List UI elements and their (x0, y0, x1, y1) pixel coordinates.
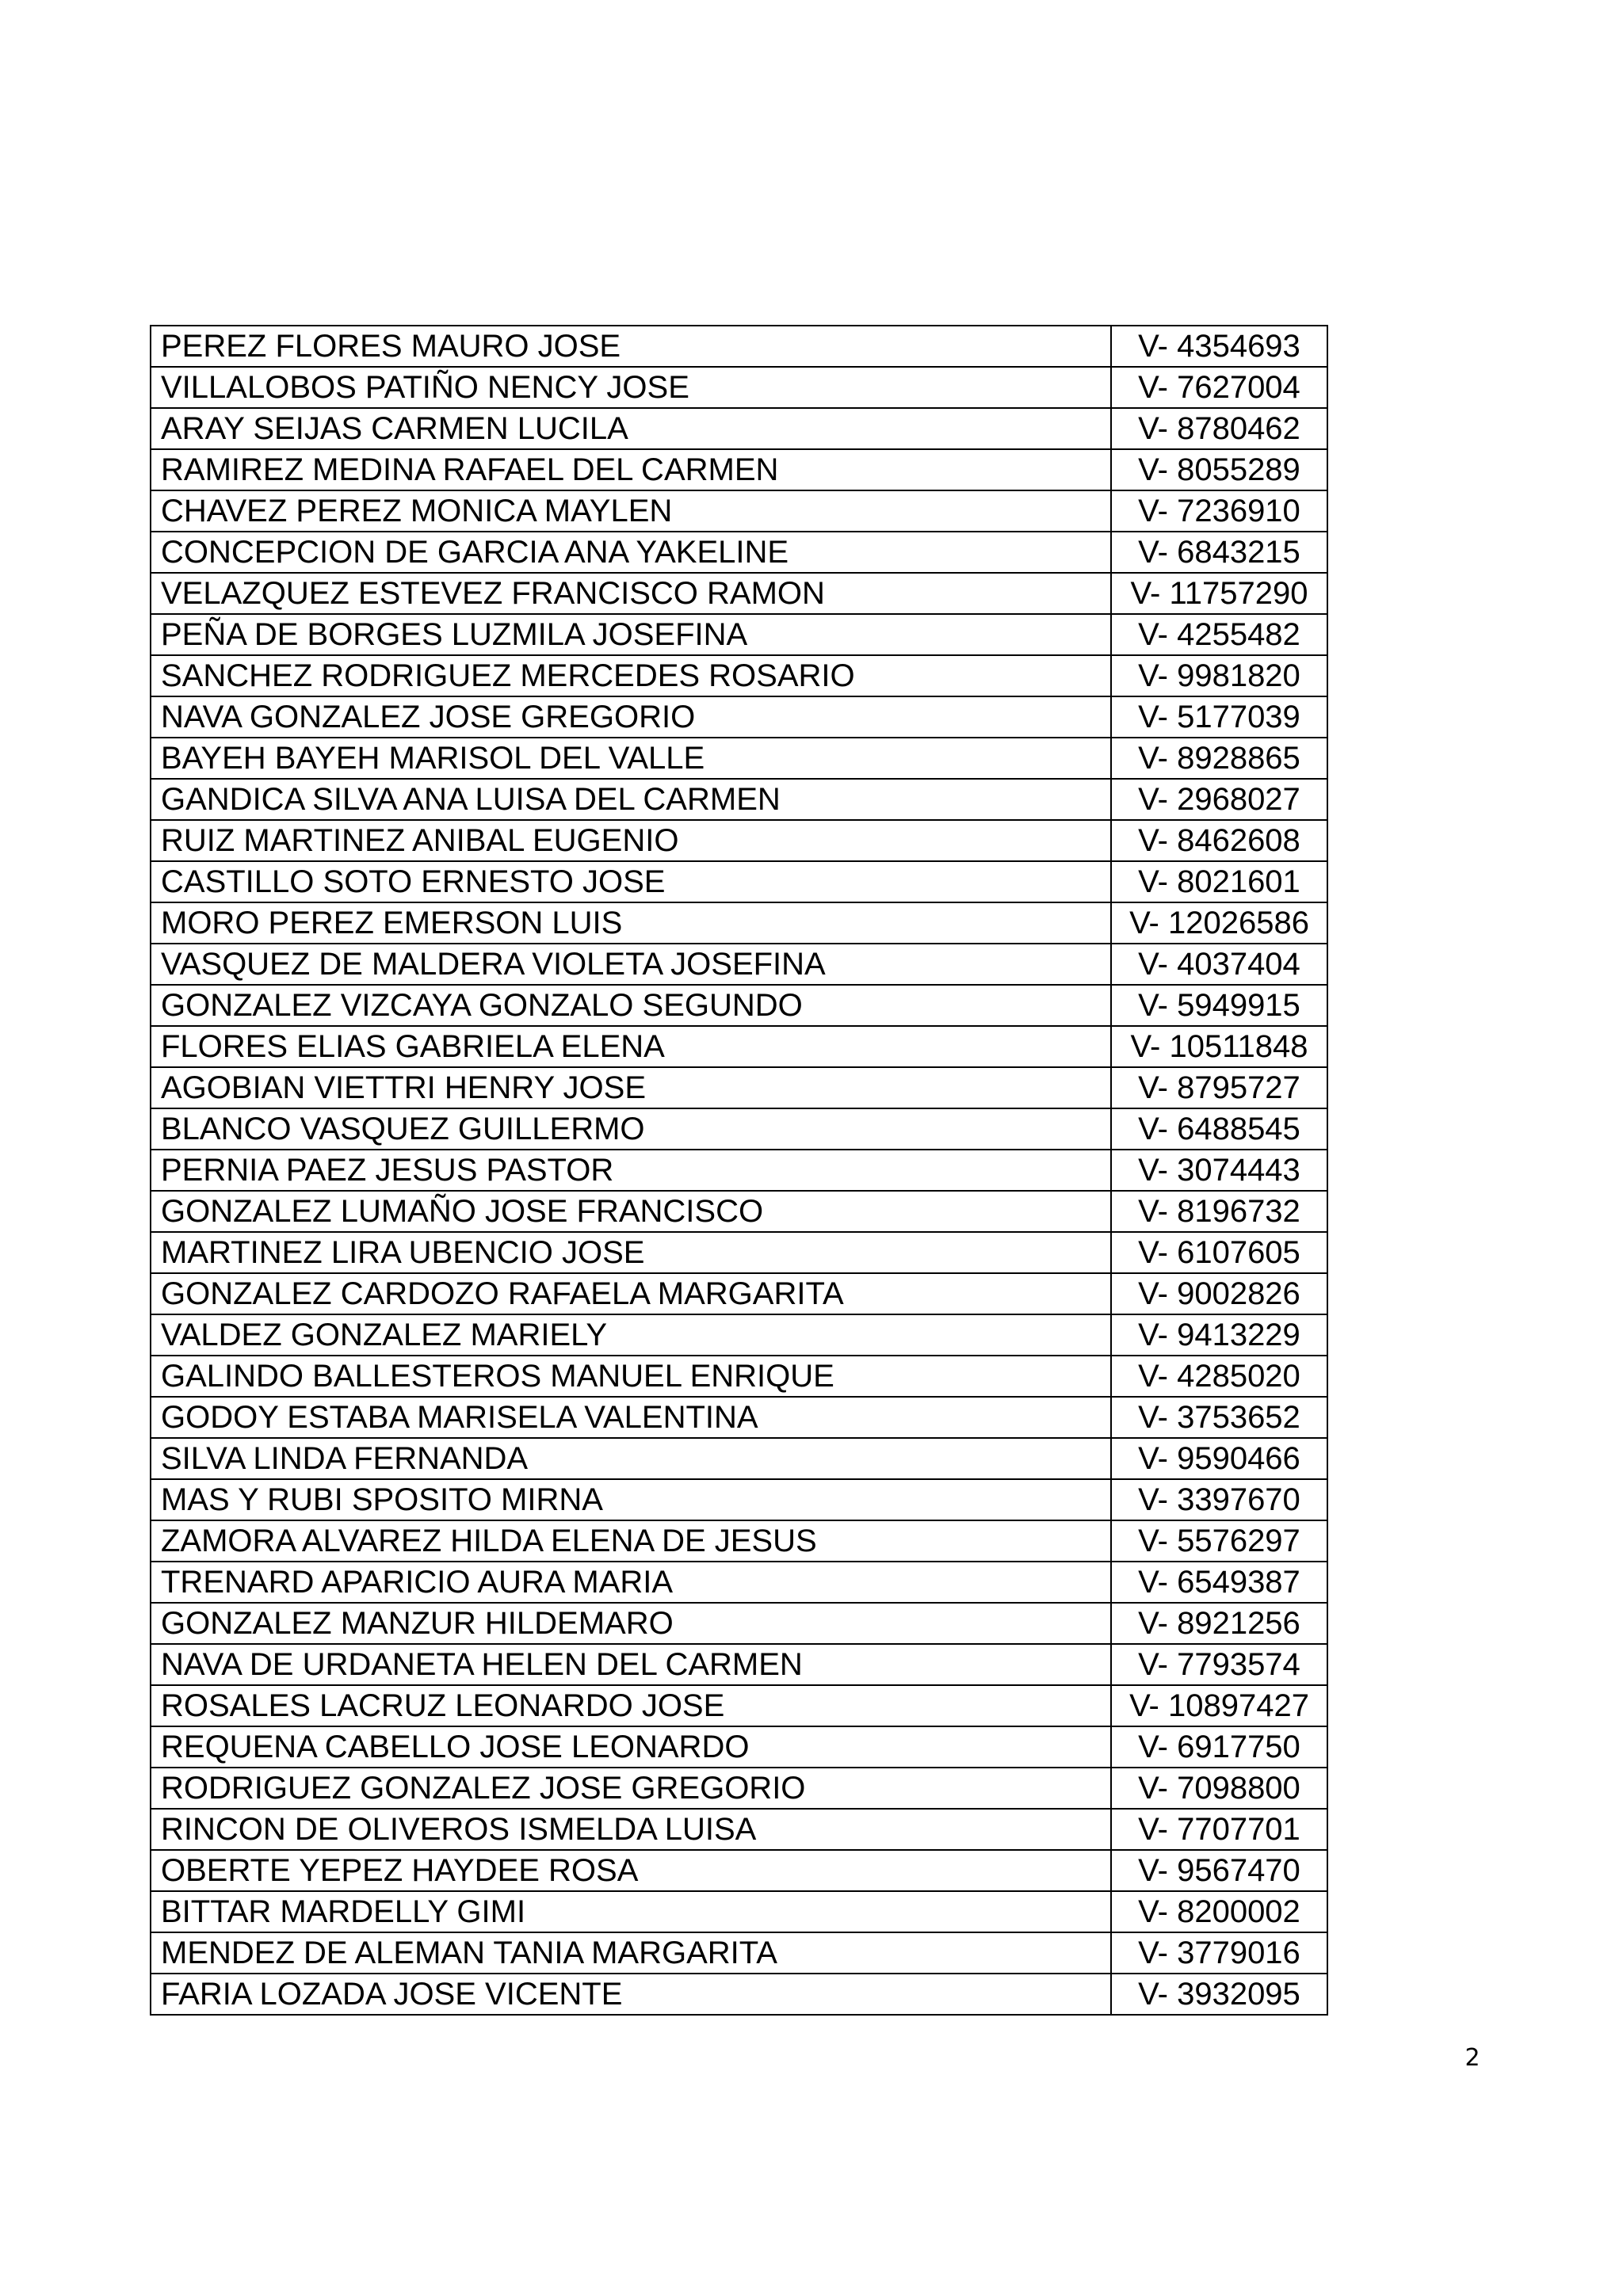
person-name-cell: SANCHEZ RODRIGUEZ MERCEDES ROSARIO (151, 655, 1111, 696)
person-name-cell: ARAY SEIJAS CARMEN LUCILA (151, 408, 1111, 449)
id-number-cell: V- 8780462 (1111, 408, 1327, 449)
person-name-cell: ROSALES LACRUZ LEONARDO JOSE (151, 1685, 1111, 1726)
id-number-cell: V- 7793574 (1111, 1644, 1327, 1685)
table-row (151, 1520, 1327, 1562)
table-row (151, 1603, 1327, 1644)
person-name-cell: RUIZ MARTINEZ ANIBAL EUGENIO (151, 820, 1111, 861)
id-number-cell: V- 9981820 (1111, 655, 1327, 696)
table-row (151, 1232, 1327, 1273)
person-name-cell: MAS Y RUBI SPOSITO MIRNA (151, 1479, 1111, 1520)
person-name-cell: RAMIREZ MEDINA RAFAEL DEL CARMEN (151, 449, 1111, 490)
person-name-cell: VELAZQUEZ ESTEVEZ FRANCISCO RAMON (151, 573, 1111, 614)
id-number-cell: V- 8055289 (1111, 449, 1327, 490)
person-name-cell: VILLALOBOS PATIÑO NENCY JOSE (151, 367, 1111, 408)
id-number-cell: V- 4285020 (1111, 1356, 1327, 1397)
table-row (151, 1685, 1327, 1726)
id-number-cell: V- 6917750 (1111, 1726, 1327, 1768)
table-row (151, 1809, 1327, 1850)
id-number-cell: V- 8196732 (1111, 1191, 1327, 1232)
person-name-cell: MENDEZ DE ALEMAN TANIA MARGARITA (151, 1932, 1111, 1974)
person-name-cell: PERNIA PAEZ JESUS PASTOR (151, 1150, 1111, 1191)
id-number-cell: V- 7627004 (1111, 367, 1327, 408)
person-name-cell: ZAMORA ALVAREZ HILDA ELENA DE JESUS (151, 1520, 1111, 1562)
person-name-cell: GALINDO BALLESTEROS MANUEL ENRIQUE (151, 1356, 1111, 1397)
table-row (151, 820, 1327, 861)
table-row (151, 1768, 1327, 1809)
person-name-cell: CASTILLO SOTO ERNESTO JOSE (151, 861, 1111, 902)
table-row (151, 490, 1327, 532)
person-name-cell: MARTINEZ LIRA UBENCIO JOSE (151, 1232, 1111, 1273)
person-name-cell: FLORES ELIAS GABRIELA ELENA (151, 1026, 1111, 1067)
person-name-cell: RODRIGUEZ GONZALEZ JOSE GREGORIO (151, 1768, 1111, 1809)
id-number-cell: V- 6107605 (1111, 1232, 1327, 1273)
table-row (151, 614, 1327, 655)
table-row (151, 1974, 1327, 2015)
person-name-cell: BAYEH BAYEH MARISOL DEL VALLE (151, 738, 1111, 779)
table-row (151, 902, 1327, 944)
id-number-cell: V- 5576297 (1111, 1520, 1327, 1562)
id-number-cell: V- 7098800 (1111, 1768, 1327, 1809)
id-number-cell: V- 12026586 (1111, 902, 1327, 944)
id-number-cell: V- 3753652 (1111, 1397, 1327, 1438)
person-name-cell: GODOY ESTABA MARISELA VALENTINA (151, 1397, 1111, 1438)
person-name-cell: PEÑA DE BORGES LUZMILA JOSEFINA (151, 614, 1111, 655)
id-number-cell: V- 8200002 (1111, 1891, 1327, 1932)
id-number-cell: V- 4354693 (1111, 326, 1327, 367)
table-row (151, 1191, 1327, 1232)
person-name-cell: SILVA LINDA FERNANDA (151, 1438, 1111, 1479)
id-number-cell: V- 4255482 (1111, 614, 1327, 655)
person-name-cell: TRENARD APARICIO AURA MARIA (151, 1562, 1111, 1603)
person-name-cell: GANDICA SILVA ANA LUISA DEL CARMEN (151, 779, 1111, 820)
table-row (151, 326, 1327, 367)
id-number-cell: V- 6488545 (1111, 1108, 1327, 1150)
table-row (151, 696, 1327, 738)
table-row (151, 1850, 1327, 1891)
id-number-cell: V- 9413229 (1111, 1314, 1327, 1356)
table-row (151, 1479, 1327, 1520)
table-row (151, 738, 1327, 779)
table-row (151, 1562, 1327, 1603)
id-number-cell: V- 8462608 (1111, 820, 1327, 861)
table-row (151, 1356, 1327, 1397)
table-row (151, 449, 1327, 490)
person-name-cell: GONZALEZ CARDOZO RAFAELA MARGARITA (151, 1273, 1111, 1314)
person-name-cell: NAVA DE URDANETA HELEN DEL CARMEN (151, 1644, 1111, 1685)
table-row (151, 532, 1327, 573)
id-number-cell: V- 6843215 (1111, 532, 1327, 573)
table-row (151, 861, 1327, 902)
person-name-cell: CONCEPCION DE GARCIA ANA YAKELINE (151, 532, 1111, 573)
id-number-cell: V- 10897427 (1111, 1685, 1327, 1726)
id-number-cell: V- 5949915 (1111, 985, 1327, 1026)
table-row (151, 944, 1327, 985)
person-name-cell: GONZALEZ VIZCAYA GONZALO SEGUNDO (151, 985, 1111, 1026)
id-number-cell: V- 11757290 (1111, 573, 1327, 614)
table-row (151, 1273, 1327, 1314)
person-name-cell: FARIA LOZADA JOSE VICENTE (151, 1974, 1111, 2015)
person-name-cell: RINCON DE OLIVEROS ISMELDA LUISA (151, 1809, 1111, 1850)
id-number-cell: V- 7707701 (1111, 1809, 1327, 1850)
person-name-cell: AGOBIAN VIETTRI HENRY JOSE (151, 1067, 1111, 1108)
id-number-cell: V- 6549387 (1111, 1562, 1327, 1603)
person-name-cell: GONZALEZ MANZUR HILDEMARO (151, 1603, 1111, 1644)
person-name-cell: BLANCO VASQUEZ GUILLERMO (151, 1108, 1111, 1150)
person-name-cell: MORO PEREZ EMERSON LUIS (151, 902, 1111, 944)
id-number-cell: V- 3397670 (1111, 1479, 1327, 1520)
id-number-cell: V- 2968027 (1111, 779, 1327, 820)
page-number: 2 (1465, 2044, 1480, 2072)
table-row (151, 1067, 1327, 1108)
table-row (151, 1644, 1327, 1685)
table-row (151, 1438, 1327, 1479)
id-number-cell: V- 5177039 (1111, 696, 1327, 738)
id-number-cell: V- 8921256 (1111, 1603, 1327, 1644)
roster-table (150, 325, 1328, 2016)
roster-table-body (151, 326, 1327, 2015)
table-row (151, 573, 1327, 614)
id-number-cell: V- 10511848 (1111, 1026, 1327, 1067)
person-name-cell: VALDEZ GONZALEZ MARIELY (151, 1314, 1111, 1356)
person-name-cell: VASQUEZ DE MALDERA VIOLETA JOSEFINA (151, 944, 1111, 985)
table-row (151, 1026, 1327, 1067)
person-name-cell: REQUENA CABELLO JOSE LEONARDO (151, 1726, 1111, 1768)
table-row (151, 655, 1327, 696)
table-row (151, 1891, 1327, 1932)
id-number-cell: V- 7236910 (1111, 490, 1327, 532)
person-name-cell: BITTAR MARDELLY GIMI (151, 1891, 1111, 1932)
table-row (151, 408, 1327, 449)
id-number-cell: V- 9002826 (1111, 1273, 1327, 1314)
table-row (151, 367, 1327, 408)
id-number-cell: V- 4037404 (1111, 944, 1327, 985)
person-name-cell: CHAVEZ PEREZ MONICA MAYLEN (151, 490, 1111, 532)
table-row (151, 1932, 1327, 1974)
id-number-cell: V- 8021601 (1111, 861, 1327, 902)
person-name-cell: GONZALEZ LUMAÑO JOSE FRANCISCO (151, 1191, 1111, 1232)
person-name-cell: PEREZ FLORES MAURO JOSE (151, 326, 1111, 367)
table-row (151, 779, 1327, 820)
table-row (151, 1314, 1327, 1356)
table-row (151, 985, 1327, 1026)
person-name-cell: NAVA GONZALEZ JOSE GREGORIO (151, 696, 1111, 738)
id-number-cell: V- 3932095 (1111, 1974, 1327, 2015)
id-number-cell: V- 3779016 (1111, 1932, 1327, 1974)
id-number-cell: V- 8795727 (1111, 1067, 1327, 1108)
table-row (151, 1726, 1327, 1768)
id-number-cell: V- 9567470 (1111, 1850, 1327, 1891)
id-number-cell: V- 8928865 (1111, 738, 1327, 779)
id-number-cell: V- 9590466 (1111, 1438, 1327, 1479)
table-row (151, 1397, 1327, 1438)
table-row (151, 1108, 1327, 1150)
table-row (151, 1150, 1327, 1191)
id-number-cell: V- 3074443 (1111, 1150, 1327, 1191)
person-name-cell: OBERTE YEPEZ HAYDEE ROSA (151, 1850, 1111, 1891)
